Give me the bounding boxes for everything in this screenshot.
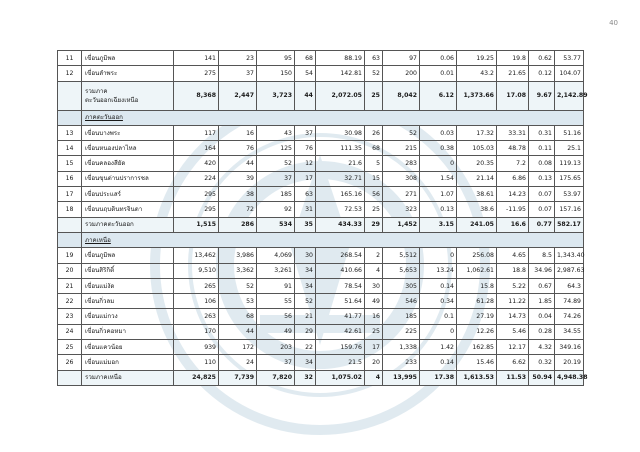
value-cell: 19.25 <box>457 51 497 66</box>
table-row <box>58 355 584 370</box>
value-cell: 68 <box>295 51 316 66</box>
value-cell: 95 <box>257 51 295 66</box>
row-index-cell: 25 <box>58 340 82 355</box>
value-cell: 20.35 <box>457 156 497 171</box>
value-cell: 1.07 <box>420 187 457 202</box>
table-row <box>58 278 584 293</box>
table-row <box>58 340 584 355</box>
value-cell: 111.35 <box>316 141 365 156</box>
value-cell: 3,362 <box>219 263 257 278</box>
table-row <box>58 263 584 278</box>
value-cell: 142.81 <box>316 66 365 81</box>
value-cell: 38.6 <box>457 202 497 217</box>
value-cell: 23 <box>219 51 257 66</box>
value-cell: 9.67 <box>529 81 555 110</box>
value-cell: 12.17 <box>497 340 529 355</box>
dam-name-cell: เขื่อนหนองปลาไหล <box>82 141 174 156</box>
dam-name-cell: เขื่อนแม่งัด <box>82 278 174 293</box>
value-cell: 78.54 <box>316 278 365 293</box>
dam-name-cell: เขื่อนภูมิพล <box>82 248 174 263</box>
summary-row <box>58 81 584 110</box>
value-cell: 42.61 <box>316 324 365 339</box>
value-cell: 74.89 <box>555 294 584 309</box>
value-cell: 546 <box>383 294 420 309</box>
value-cell: 52 <box>365 66 383 81</box>
value-cell: 52 <box>257 156 295 171</box>
value-cell: 4,069 <box>257 248 295 263</box>
value-cell: 271 <box>383 187 420 202</box>
dam-name-cell: เขื่อนแม่กวง <box>82 309 174 324</box>
value-cell: 37 <box>219 66 257 81</box>
value-cell: 53.97 <box>555 187 584 202</box>
value-cell: 43.2 <box>457 66 497 81</box>
value-cell: 27.19 <box>457 309 497 324</box>
value-cell: 295 <box>174 202 219 217</box>
value-cell: 61.28 <box>457 294 497 309</box>
dam-name-cell: เขื่อนลำพระ <box>82 66 174 81</box>
value-cell: 9,510 <box>174 263 219 278</box>
summary-row <box>58 217 584 232</box>
row-index-cell: 24 <box>58 324 82 339</box>
value-cell: 16 <box>219 125 257 140</box>
value-cell: 141 <box>174 51 219 66</box>
value-cell: 64.3 <box>555 278 584 293</box>
value-cell: 200 <box>383 66 420 81</box>
value-cell: 20.19 <box>555 355 584 370</box>
value-cell: 12 <box>295 156 316 171</box>
value-cell: 34 <box>295 355 316 370</box>
value-cell: 5.22 <box>497 278 529 293</box>
value-cell: 52 <box>383 125 420 140</box>
value-cell: 43 <box>257 125 295 140</box>
table-row <box>58 202 584 217</box>
value-cell: 185 <box>257 187 295 202</box>
value-cell: 8.5 <box>529 248 555 263</box>
value-cell: 68 <box>365 141 383 156</box>
value-cell: 0.31 <box>529 125 555 140</box>
value-cell: 31 <box>295 202 316 217</box>
row-index-cell: 20 <box>58 263 82 278</box>
value-cell: 215 <box>383 141 420 156</box>
row-index-cell: 19 <box>58 248 82 263</box>
value-cell: 233 <box>383 355 420 370</box>
value-cell: 37 <box>257 355 295 370</box>
value-cell: 72.53 <box>316 202 365 217</box>
value-cell: 0.03 <box>420 125 457 140</box>
dam-name-cell: เขื่อนบางพระ <box>82 125 174 140</box>
value-cell: 8,042 <box>383 81 420 110</box>
value-cell: 38 <box>219 187 257 202</box>
row-index-cell <box>58 370 82 385</box>
value-cell: 56 <box>257 309 295 324</box>
value-cell: 3,986 <box>219 248 257 263</box>
value-cell: 110 <box>174 355 219 370</box>
value-cell: 8,368 <box>174 81 219 110</box>
value-cell: 105.03 <box>457 141 497 156</box>
value-cell: 159.76 <box>316 340 365 355</box>
value-cell: 241.05 <box>457 217 497 232</box>
table-row <box>58 156 584 171</box>
summary-row <box>58 370 584 385</box>
value-cell: 14.23 <box>497 187 529 202</box>
value-cell: 30 <box>365 278 383 293</box>
value-cell: 20 <box>365 355 383 370</box>
value-cell: 0.07 <box>529 187 555 202</box>
value-cell: 52 <box>219 278 257 293</box>
value-cell: 0.01 <box>420 66 457 81</box>
table-row <box>58 187 584 202</box>
value-cell: 51.16 <box>555 125 584 140</box>
dam-name-cell: เขื่อนนฤบดินทรจินดา <box>82 202 174 217</box>
value-cell: 283 <box>383 156 420 171</box>
row-index-cell <box>58 81 82 110</box>
row-index-cell: 22 <box>58 294 82 309</box>
value-cell: 53 <box>219 294 257 309</box>
value-cell: 4,948.38 <box>555 370 584 385</box>
dam-name-cell: รวมภาค ตะวันออกเฉียงเหนือ <box>82 81 174 110</box>
value-cell: 25.1 <box>555 141 584 156</box>
dam-name-cell: เขื่อนแม่มอก <box>82 355 174 370</box>
value-cell: 225 <box>383 324 420 339</box>
value-cell: 76 <box>295 141 316 156</box>
value-cell: 4 <box>365 370 383 385</box>
page-number: 40 <box>609 19 618 27</box>
value-cell: 32 <box>295 370 316 385</box>
value-cell: 434.33 <box>316 217 365 232</box>
section-header-row <box>58 232 584 247</box>
value-cell: 0.77 <box>529 217 555 232</box>
dam-name-cell: เขื่อนขุนด่านปราการชล <box>82 171 174 186</box>
value-cell: 18.8 <box>497 263 529 278</box>
value-cell: 48.78 <box>497 141 529 156</box>
value-cell: 4.65 <box>497 248 529 263</box>
value-cell: 3,723 <box>257 81 295 110</box>
value-cell: 1.42 <box>420 340 457 355</box>
value-cell: 21.14 <box>457 171 497 186</box>
dam-name-cell: เขื่อนกิ่วลม <box>82 294 174 309</box>
row-index-cell: 15 <box>58 156 82 171</box>
value-cell: 37 <box>257 171 295 186</box>
value-cell: 6.12 <box>420 81 457 110</box>
value-cell: 34.55 <box>555 324 584 339</box>
value-cell: 97 <box>383 51 420 66</box>
value-cell: 0.08 <box>529 156 555 171</box>
value-cell: 11.22 <box>497 294 529 309</box>
value-cell: 13,995 <box>383 370 420 385</box>
value-cell: 11.53 <box>497 370 529 385</box>
value-cell: 49 <box>365 294 383 309</box>
value-cell: 63 <box>365 51 383 66</box>
value-cell: 104.07 <box>555 66 584 81</box>
value-cell: 0.67 <box>529 278 555 293</box>
value-cell: 17 <box>295 171 316 186</box>
reservoir-data-table <box>57 50 588 386</box>
value-cell: 305 <box>383 278 420 293</box>
value-cell: 38.61 <box>457 187 497 202</box>
value-cell: 582.17 <box>555 217 584 232</box>
value-cell: 92 <box>257 202 295 217</box>
value-cell: 0 <box>420 248 457 263</box>
value-cell: 0.11 <box>529 141 555 156</box>
value-cell: 34 <box>295 278 316 293</box>
value-cell: 165.16 <box>316 187 365 202</box>
row-index-cell: 26 <box>58 355 82 370</box>
value-cell: 52 <box>295 294 316 309</box>
value-cell: 13,462 <box>174 248 219 263</box>
value-cell: 13.24 <box>420 263 457 278</box>
value-cell: 0.28 <box>529 324 555 339</box>
value-cell: 265 <box>174 278 219 293</box>
value-cell: 14.73 <box>497 309 529 324</box>
value-cell: 263 <box>174 309 219 324</box>
value-cell: 5,653 <box>383 263 420 278</box>
row-index-cell <box>58 217 82 232</box>
value-cell: 30 <box>295 248 316 263</box>
value-cell: 7,820 <box>257 370 295 385</box>
value-cell: 2 <box>365 248 383 263</box>
value-cell: 1,343.40 <box>555 248 584 263</box>
table-row <box>58 66 584 81</box>
value-cell: 25 <box>365 324 383 339</box>
value-cell: 0.13 <box>529 171 555 186</box>
value-cell: 21.65 <box>497 66 529 81</box>
value-cell: 63 <box>295 187 316 202</box>
value-cell: 1,075.02 <box>316 370 365 385</box>
value-cell: 224 <box>174 171 219 186</box>
value-cell: 88.19 <box>316 51 365 66</box>
dam-name-cell: เขื่อนแควน้อย <box>82 340 174 355</box>
value-cell: 0 <box>420 324 457 339</box>
value-cell: 3.15 <box>420 217 457 232</box>
dam-name-cell: เขื่อนประแสร์ <box>82 187 174 202</box>
section-header-row <box>58 110 584 125</box>
dam-name-cell: เขื่อนภูมิพล <box>82 51 174 66</box>
value-cell: 39 <box>219 171 257 186</box>
value-cell: 54 <box>295 66 316 81</box>
table-row <box>58 294 584 309</box>
value-cell: 1.54 <box>420 171 457 186</box>
value-cell: 203 <box>257 340 295 355</box>
value-cell: 44 <box>295 81 316 110</box>
value-cell: 0.13 <box>420 202 457 217</box>
value-cell: 22 <box>295 340 316 355</box>
table-row <box>58 248 584 263</box>
value-cell: 29 <box>365 217 383 232</box>
row-index-cell: 14 <box>58 141 82 156</box>
value-cell: 21.6 <box>316 156 365 171</box>
value-cell: 5 <box>365 156 383 171</box>
value-cell: 162.85 <box>457 340 497 355</box>
value-cell: 2,447 <box>219 81 257 110</box>
value-cell: 0.07 <box>529 202 555 217</box>
row-index-cell: 12 <box>58 66 82 81</box>
value-cell: 0.1 <box>420 309 457 324</box>
value-cell: 34 <box>295 263 316 278</box>
value-cell: 164 <box>174 141 219 156</box>
value-cell: 286 <box>219 217 257 232</box>
value-cell: 256.08 <box>457 248 497 263</box>
value-cell: 51.64 <box>316 294 365 309</box>
value-cell: 25 <box>365 81 383 110</box>
value-cell: 1,373.66 <box>457 81 497 110</box>
value-cell: 21.5 <box>316 355 365 370</box>
value-cell: 33.31 <box>497 125 529 140</box>
table-row <box>58 171 584 186</box>
row-index-cell: 13 <box>58 125 82 140</box>
value-cell: 24 <box>219 355 257 370</box>
value-cell: 32.71 <box>316 171 365 186</box>
value-cell: 3,261 <box>257 263 295 278</box>
value-cell: 6.62 <box>497 355 529 370</box>
value-cell: 2,072.05 <box>316 81 365 110</box>
dam-name-cell: เขื่อนคลองสียัด <box>82 156 174 171</box>
value-cell: 72 <box>219 202 257 217</box>
value-cell: 55 <box>257 294 295 309</box>
value-cell: 68 <box>219 309 257 324</box>
value-cell: 185 <box>383 309 420 324</box>
value-cell: 76 <box>219 141 257 156</box>
dam-name-cell: รวมภาคเหนือ <box>82 370 174 385</box>
value-cell: 0.06 <box>420 51 457 66</box>
value-cell: 5,512 <box>383 248 420 263</box>
value-cell: 30.98 <box>316 125 365 140</box>
row-index-cell: 17 <box>58 187 82 202</box>
value-cell: 0.14 <box>420 355 457 370</box>
table-row <box>58 125 584 140</box>
value-cell: 0.34 <box>420 294 457 309</box>
value-cell: 49 <box>257 324 295 339</box>
value-cell: 939 <box>174 340 219 355</box>
value-cell: 2,142.89 <box>555 81 584 110</box>
value-cell: 106 <box>174 294 219 309</box>
value-cell: 170 <box>174 324 219 339</box>
value-cell: 5.46 <box>497 324 529 339</box>
value-cell: 0.12 <box>529 66 555 81</box>
value-cell: 35 <box>295 217 316 232</box>
row-index-cell: 21 <box>58 278 82 293</box>
value-cell: 53.77 <box>555 51 584 66</box>
value-cell: 29 <box>295 324 316 339</box>
value-cell: 21 <box>295 309 316 324</box>
table-row <box>58 51 584 66</box>
value-cell: 410.66 <box>316 263 365 278</box>
section-label: ภาคตะวันออก <box>82 110 584 125</box>
value-cell: 275 <box>174 66 219 81</box>
table-cell <box>58 232 82 247</box>
value-cell: 117 <box>174 125 219 140</box>
table-row <box>58 141 584 156</box>
row-index-cell: 18 <box>58 202 82 217</box>
value-cell: -11.95 <box>497 202 529 217</box>
row-index-cell: 11 <box>58 51 82 66</box>
value-cell: 37 <box>295 125 316 140</box>
value-cell: 308 <box>383 171 420 186</box>
value-cell: 17.38 <box>420 370 457 385</box>
value-cell: 1,452 <box>383 217 420 232</box>
value-cell: 534 <box>257 217 295 232</box>
value-cell: 41.77 <box>316 309 365 324</box>
table-row <box>58 309 584 324</box>
value-cell: 0.32 <box>529 355 555 370</box>
value-cell: 2,987.63 <box>555 263 584 278</box>
value-cell: 15.8 <box>457 278 497 293</box>
value-cell: 17.32 <box>457 125 497 140</box>
value-cell: 0 <box>420 156 457 171</box>
value-cell: 24,825 <box>174 370 219 385</box>
value-cell: 17.08 <box>497 81 529 110</box>
value-cell: 26 <box>365 125 383 140</box>
value-cell: 175.65 <box>555 171 584 186</box>
value-cell: 16.6 <box>497 217 529 232</box>
value-cell: 295 <box>174 187 219 202</box>
value-cell: 74.26 <box>555 309 584 324</box>
value-cell: 349.16 <box>555 340 584 355</box>
value-cell: 6.86 <box>497 171 529 186</box>
value-cell: 50.94 <box>529 370 555 385</box>
value-cell: 15.46 <box>457 355 497 370</box>
value-cell: 125 <box>257 141 295 156</box>
value-cell: 323 <box>383 202 420 217</box>
value-cell: 44 <box>219 156 257 171</box>
dam-name-cell: เขื่อนกิ่วคอหมา <box>82 324 174 339</box>
section-label: ภาคเหนือ <box>82 232 584 247</box>
value-cell: 1,062.61 <box>457 263 497 278</box>
value-cell: 19.8 <box>497 51 529 66</box>
value-cell: 34.96 <box>529 263 555 278</box>
value-cell: 7,739 <box>219 370 257 385</box>
value-cell: 0.38 <box>420 141 457 156</box>
value-cell: 1,613.53 <box>457 370 497 385</box>
value-cell: 119.13 <box>555 156 584 171</box>
value-cell: 0.04 <box>529 309 555 324</box>
value-cell: 157.16 <box>555 202 584 217</box>
dam-name-cell: เขื่อนสิริกิติ์ <box>82 263 174 278</box>
value-cell: 1,338 <box>383 340 420 355</box>
value-cell: 1,515 <box>174 217 219 232</box>
table-row <box>58 324 584 339</box>
value-cell: 0.14 <box>420 278 457 293</box>
value-cell: 172 <box>219 340 257 355</box>
value-cell: 25 <box>365 202 383 217</box>
dam-name-cell: รวมภาคตะวันออก <box>82 217 174 232</box>
value-cell: 91 <box>257 278 295 293</box>
row-index-cell: 23 <box>58 309 82 324</box>
value-cell: 4.32 <box>529 340 555 355</box>
value-cell: 4 <box>365 263 383 278</box>
value-cell: 150 <box>257 66 295 81</box>
value-cell: 7.2 <box>497 156 529 171</box>
value-cell: 56 <box>365 187 383 202</box>
value-cell: 16 <box>365 309 383 324</box>
value-cell: 12.26 <box>457 324 497 339</box>
row-index-cell: 16 <box>58 171 82 186</box>
value-cell: 44 <box>219 324 257 339</box>
table-cell <box>58 110 82 125</box>
value-cell: 268.54 <box>316 248 365 263</box>
value-cell: 17 <box>365 340 383 355</box>
value-cell: 0.62 <box>529 51 555 66</box>
value-cell: 1.85 <box>529 294 555 309</box>
value-cell: 15 <box>365 171 383 186</box>
value-cell: 420 <box>174 156 219 171</box>
